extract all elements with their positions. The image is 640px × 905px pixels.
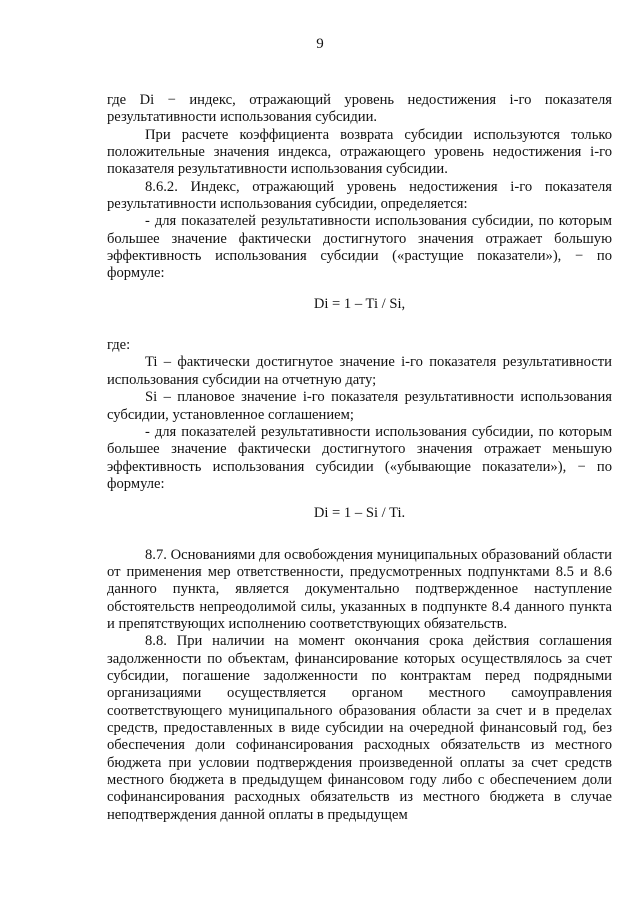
- where-label: где:: [107, 337, 131, 354]
- paragraph-di-definition: где Di − индекс, отражающий уровень недостижения i-го показателя результативности использования субсидии.: [107, 92, 612, 126]
- paragraph-growing-indicators: - для показателей результативности использования субсидии, по которым большее значение фактически достигнутого значения отражает большую эффективность использования субсидии («растущие показатели»), − по формуле:: [107, 213, 612, 282]
- paragraph-8-7: 8.7. Основаниями для освобождения муниципальных образований области от применения мер ответственности, предусмотренных подпунктами 8.5 и 8.6 данного пункта, является документально подтвержденное наступление обстоятельств непреодолимой силы, указанных в подпункте 8.4 данного пункта и препятствующих исполнению соответствующих обязательств.: [107, 546, 612, 632]
- paragraph-decreasing-indicators: - для показателей результативности использования субсидии, по которым большее значение фактически достигнутого значения отражает меньшую эффективность использования субсидии («убывающие показатели»), − по формуле:: [107, 423, 612, 492]
- paragraph-positive-values: При расчете коэффициента возврата субсидии используются только положительные значения индекса, отражающего уровень недостижения i-го показателя результативности использования субсидии.: [107, 126, 612, 178]
- paragraph-ti-definition: Ti – фактически достигнутое значение i-го показателя результативности использования субсидии на отчетную дату;: [107, 354, 612, 388]
- paragraph-8-8: 8.8. При наличии на момент окончания срока действия соглашения задолженности по объектам, финансирование которых осуществлялось за счет субсидии, погашение задолженности по контрактам перед подрядными организациями осуществляется органом местного самоуправления соответствующего муниципального образования области за счет и в пределах средств, предоставленных в виде субсидии на очередной финансовый год, без обеспечения доли софинансирования расходных обязательств из местного бюджета при условии подтверждения произведенной оплаты за счет средств местного бюджета в предыдущем финансовом году либо с обеспечением доли софинансирования расходных обязательств из местного бюджета в случае неподтверждения данной оплаты в предыдущем: [107, 633, 612, 823]
- document-body: [107, 92, 612, 824]
- formula-growing: Di = 1 – Ti / Si,: [313, 295, 406, 312]
- paragraph-8-6-2: 8.6.2. Индекс, отражающий уровень недостижения i-го показателя результативности использования субсидии, определяется:: [107, 178, 612, 213]
- paragraph-si-definition: Si – плановое значение i-го показателя результативности использования субсидии, установленное соглашением;: [107, 389, 612, 423]
- page-number: 9: [316, 36, 324, 52]
- formula-decreasing: Di = 1 – Si / Ti.: [313, 505, 406, 522]
